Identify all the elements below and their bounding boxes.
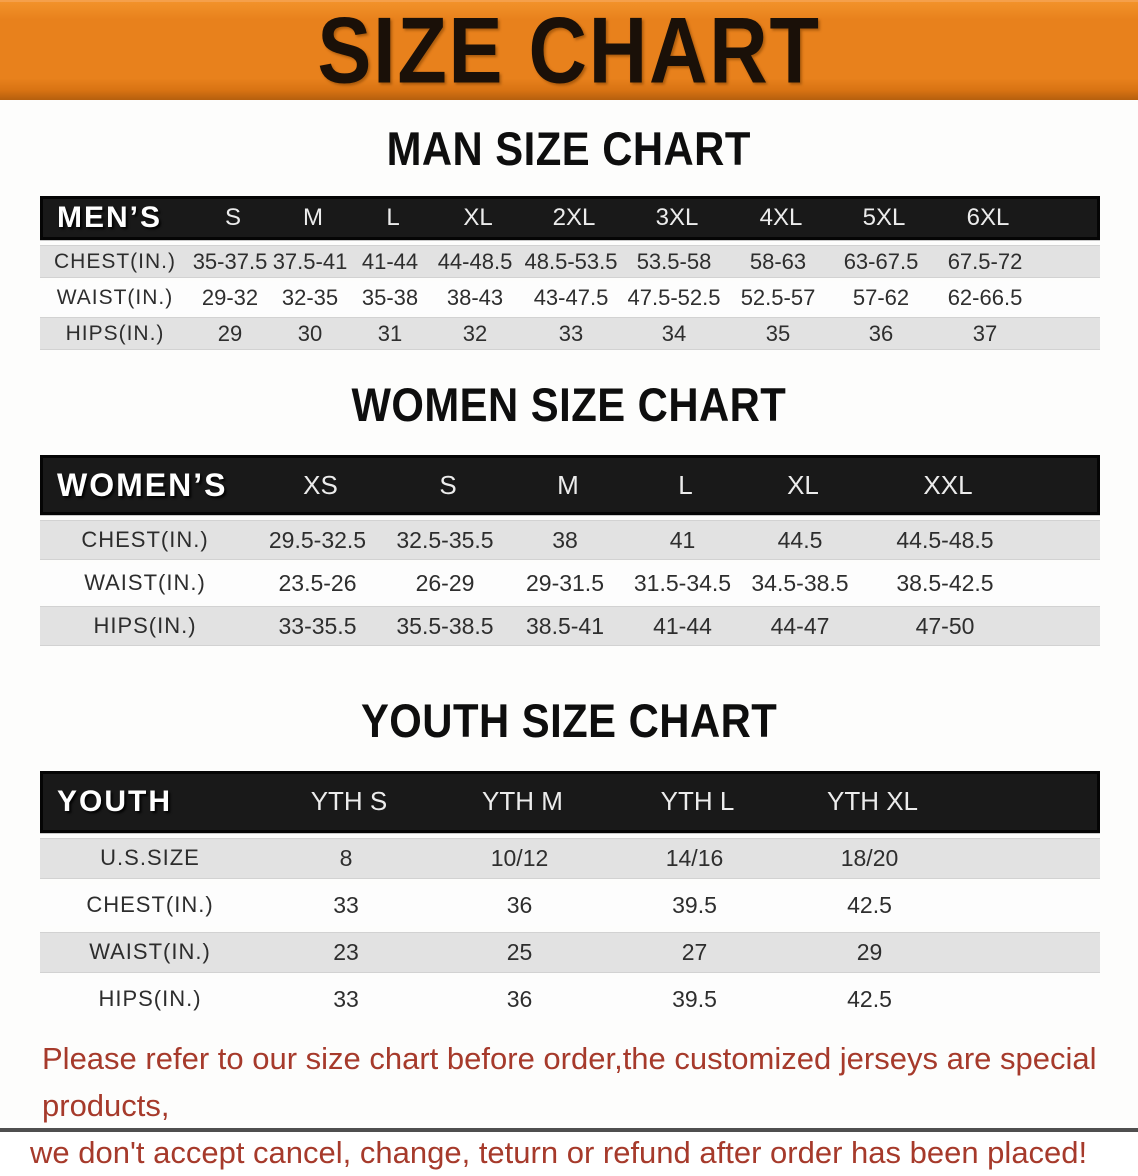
women-size-table [40, 455, 1100, 646]
men-chest-row [40, 245, 1100, 278]
size-column-header: 6XL [966, 204, 1010, 232]
size-value-cell: 32-35 [281, 284, 339, 310]
size-value-cell: 27 [681, 938, 708, 965]
size-value-cell: 38.5-42.5 [896, 569, 994, 596]
size-value-cell: 14/16 [665, 844, 724, 871]
men-waist-row [40, 281, 1100, 314]
women-table-title: WOMEN’S [57, 466, 228, 503]
size-value-cell: 44-47 [770, 612, 830, 639]
size-value-cell: 44-48.5 [437, 248, 513, 274]
size-value-cell: 35-37.5 [192, 248, 268, 274]
size-column-header: L [678, 469, 693, 500]
size-value-cell: 42.5 [847, 985, 892, 1012]
men-size-table [40, 196, 1100, 350]
size-value-cell: 47.5-52.5 [627, 284, 721, 310]
size-value-cell: 67.5-72 [947, 248, 1023, 274]
size-column-header: YTH S [310, 786, 388, 817]
size-value-cell: 33 [333, 985, 359, 1012]
row-label: HIPS(IN.) [93, 613, 197, 639]
size-value-cell: 63-67.5 [843, 248, 919, 274]
size-value-cell: 53.5-58 [636, 248, 712, 274]
size-value-cell: 41 [669, 526, 696, 553]
size-chart-banner [0, 0, 1138, 104]
size-value-cell: 10/12 [490, 844, 549, 871]
men-hips-row [40, 317, 1100, 350]
size-value-cell: 36 [506, 891, 533, 918]
youth-section [0, 695, 1138, 1019]
youth-us-size-row [40, 838, 1100, 879]
size-value-cell: 35-38 [361, 284, 419, 310]
row-label: WAIST(IN.) [56, 285, 174, 309]
row-label: HIPS(IN.) [98, 986, 202, 1012]
size-value-cell: 30 [297, 320, 323, 346]
size-column-header: YTH L [660, 786, 735, 817]
youth-table-title: YOUTH [57, 784, 172, 818]
size-value-cell: 39.5 [672, 985, 717, 1012]
size-value-cell: 44.5 [777, 526, 823, 553]
size-value-cell: 29 [856, 938, 883, 965]
size-column-header: M [557, 469, 579, 500]
size-column-header: YTH XL [826, 786, 919, 817]
size-value-cell: 38.5-41 [525, 612, 604, 639]
size-value-cell: 36 [506, 985, 533, 1012]
women-hips-row [40, 606, 1100, 646]
women-chest-row [40, 520, 1100, 560]
men-section-heading [0, 122, 1138, 176]
row-label: CHEST(IN.) [86, 892, 214, 918]
size-value-cell: 33 [333, 891, 359, 918]
size-value-cell: 23 [333, 938, 359, 965]
size-column-header: S [224, 204, 241, 232]
size-value-cell: 32 [462, 320, 488, 346]
size-column-header: XXL [923, 469, 973, 500]
size-value-cell: 42.5 [847, 891, 892, 918]
size-column-header: XL [787, 469, 819, 500]
size-value-cell: 37 [972, 320, 998, 346]
size-column-header: 2XL [552, 204, 596, 232]
size-value-cell: 29 [217, 320, 243, 346]
size-value-cell: 34.5-38.5 [751, 569, 849, 596]
size-column-header: 5XL [862, 204, 906, 232]
size-value-cell: 47-50 [915, 612, 975, 639]
size-value-cell: 33 [558, 320, 584, 346]
size-value-cell: 44.5-48.5 [896, 526, 994, 553]
size-value-cell: 39.5 [672, 891, 717, 918]
bottom-edge-strip [0, 1128, 1138, 1132]
size-value-cell: 31 [377, 320, 403, 346]
size-value-cell: 37.5-41 [272, 248, 348, 274]
size-column-header: XS [303, 469, 338, 500]
row-label: HIPS(IN.) [65, 321, 165, 345]
size-column-header: 3XL [655, 204, 699, 232]
size-value-cell: 34 [661, 320, 687, 346]
size-column-header: 4XL [759, 204, 803, 232]
size-column-header: XL [463, 204, 493, 232]
size-value-cell: 31.5-34.5 [633, 569, 732, 596]
size-value-cell: 58-63 [749, 248, 807, 274]
size-value-cell: 25 [506, 938, 533, 965]
women-section-heading [0, 379, 1138, 433]
men-table-title: MEN’S [57, 201, 163, 235]
women-waist-row [40, 563, 1100, 603]
row-label: CHEST(IN.) [54, 249, 176, 273]
size-value-cell: 41-44 [653, 612, 712, 639]
youth-chest-row [40, 885, 1100, 926]
youth-table-header-row [40, 771, 1100, 833]
size-value-cell: 43-47.5 [533, 284, 609, 310]
size-value-cell: 29.5-32.5 [268, 526, 367, 553]
size-value-cell: 23.5-26 [278, 569, 357, 596]
size-value-cell: 18/20 [840, 844, 899, 871]
row-label: U.S.SIZE [100, 845, 200, 871]
row-label: CHEST(IN.) [81, 527, 209, 553]
women-section-heading-text: WOMEN SIZE CHART [351, 379, 787, 433]
men-table-header-row [40, 196, 1100, 240]
size-value-cell: 32.5-35.5 [396, 526, 494, 553]
size-value-cell: 41-44 [361, 248, 419, 274]
footer-note-line1: Please refer to our size chart before order,the customized jerseys are special products, [42, 1040, 1097, 1123]
footer-note [30, 1035, 1138, 1176]
size-value-cell: 48.5-53.5 [524, 248, 618, 274]
youth-size-table [40, 771, 1100, 1020]
men-section-heading-text: MAN SIZE CHART [386, 122, 752, 176]
size-value-cell: 8 [339, 844, 353, 871]
size-column-header: M [303, 204, 323, 232]
size-value-cell: 35 [765, 320, 791, 346]
size-column-header: YTH M [482, 786, 563, 817]
women-section [0, 379, 1138, 646]
size-value-cell: 38-43 [446, 284, 504, 310]
youth-hips-row [40, 979, 1100, 1020]
men-section [0, 122, 1138, 350]
row-label: WAIST(IN.) [89, 939, 211, 965]
youth-waist-row [40, 932, 1100, 973]
banner-title: SIZE CHART [317, 0, 821, 104]
size-column-header: S [439, 469, 457, 500]
size-value-cell: 26-29 [415, 569, 475, 596]
size-value-cell: 38 [552, 526, 578, 553]
size-value-cell: 52.5-57 [740, 284, 816, 310]
youth-section-heading-text: YOUTH SIZE CHART [360, 695, 778, 749]
footer-note-line2: we don't accept cancel, change, teturn or refund after order has been placed! [30, 1134, 1088, 1170]
size-value-cell: 36 [868, 320, 894, 346]
size-value-cell: 62-66.5 [947, 284, 1023, 310]
size-value-cell: 35.5-38.5 [396, 612, 494, 639]
size-value-cell: 29-32 [201, 284, 259, 310]
row-label: WAIST(IN.) [84, 570, 206, 596]
size-value-cell: 33-35.5 [278, 612, 357, 639]
women-table-header-row [40, 455, 1100, 515]
size-value-cell: 57-62 [852, 284, 910, 310]
youth-section-heading [0, 695, 1138, 749]
size-value-cell: 29-31.5 [525, 569, 604, 596]
size-column-header: L [386, 204, 400, 232]
